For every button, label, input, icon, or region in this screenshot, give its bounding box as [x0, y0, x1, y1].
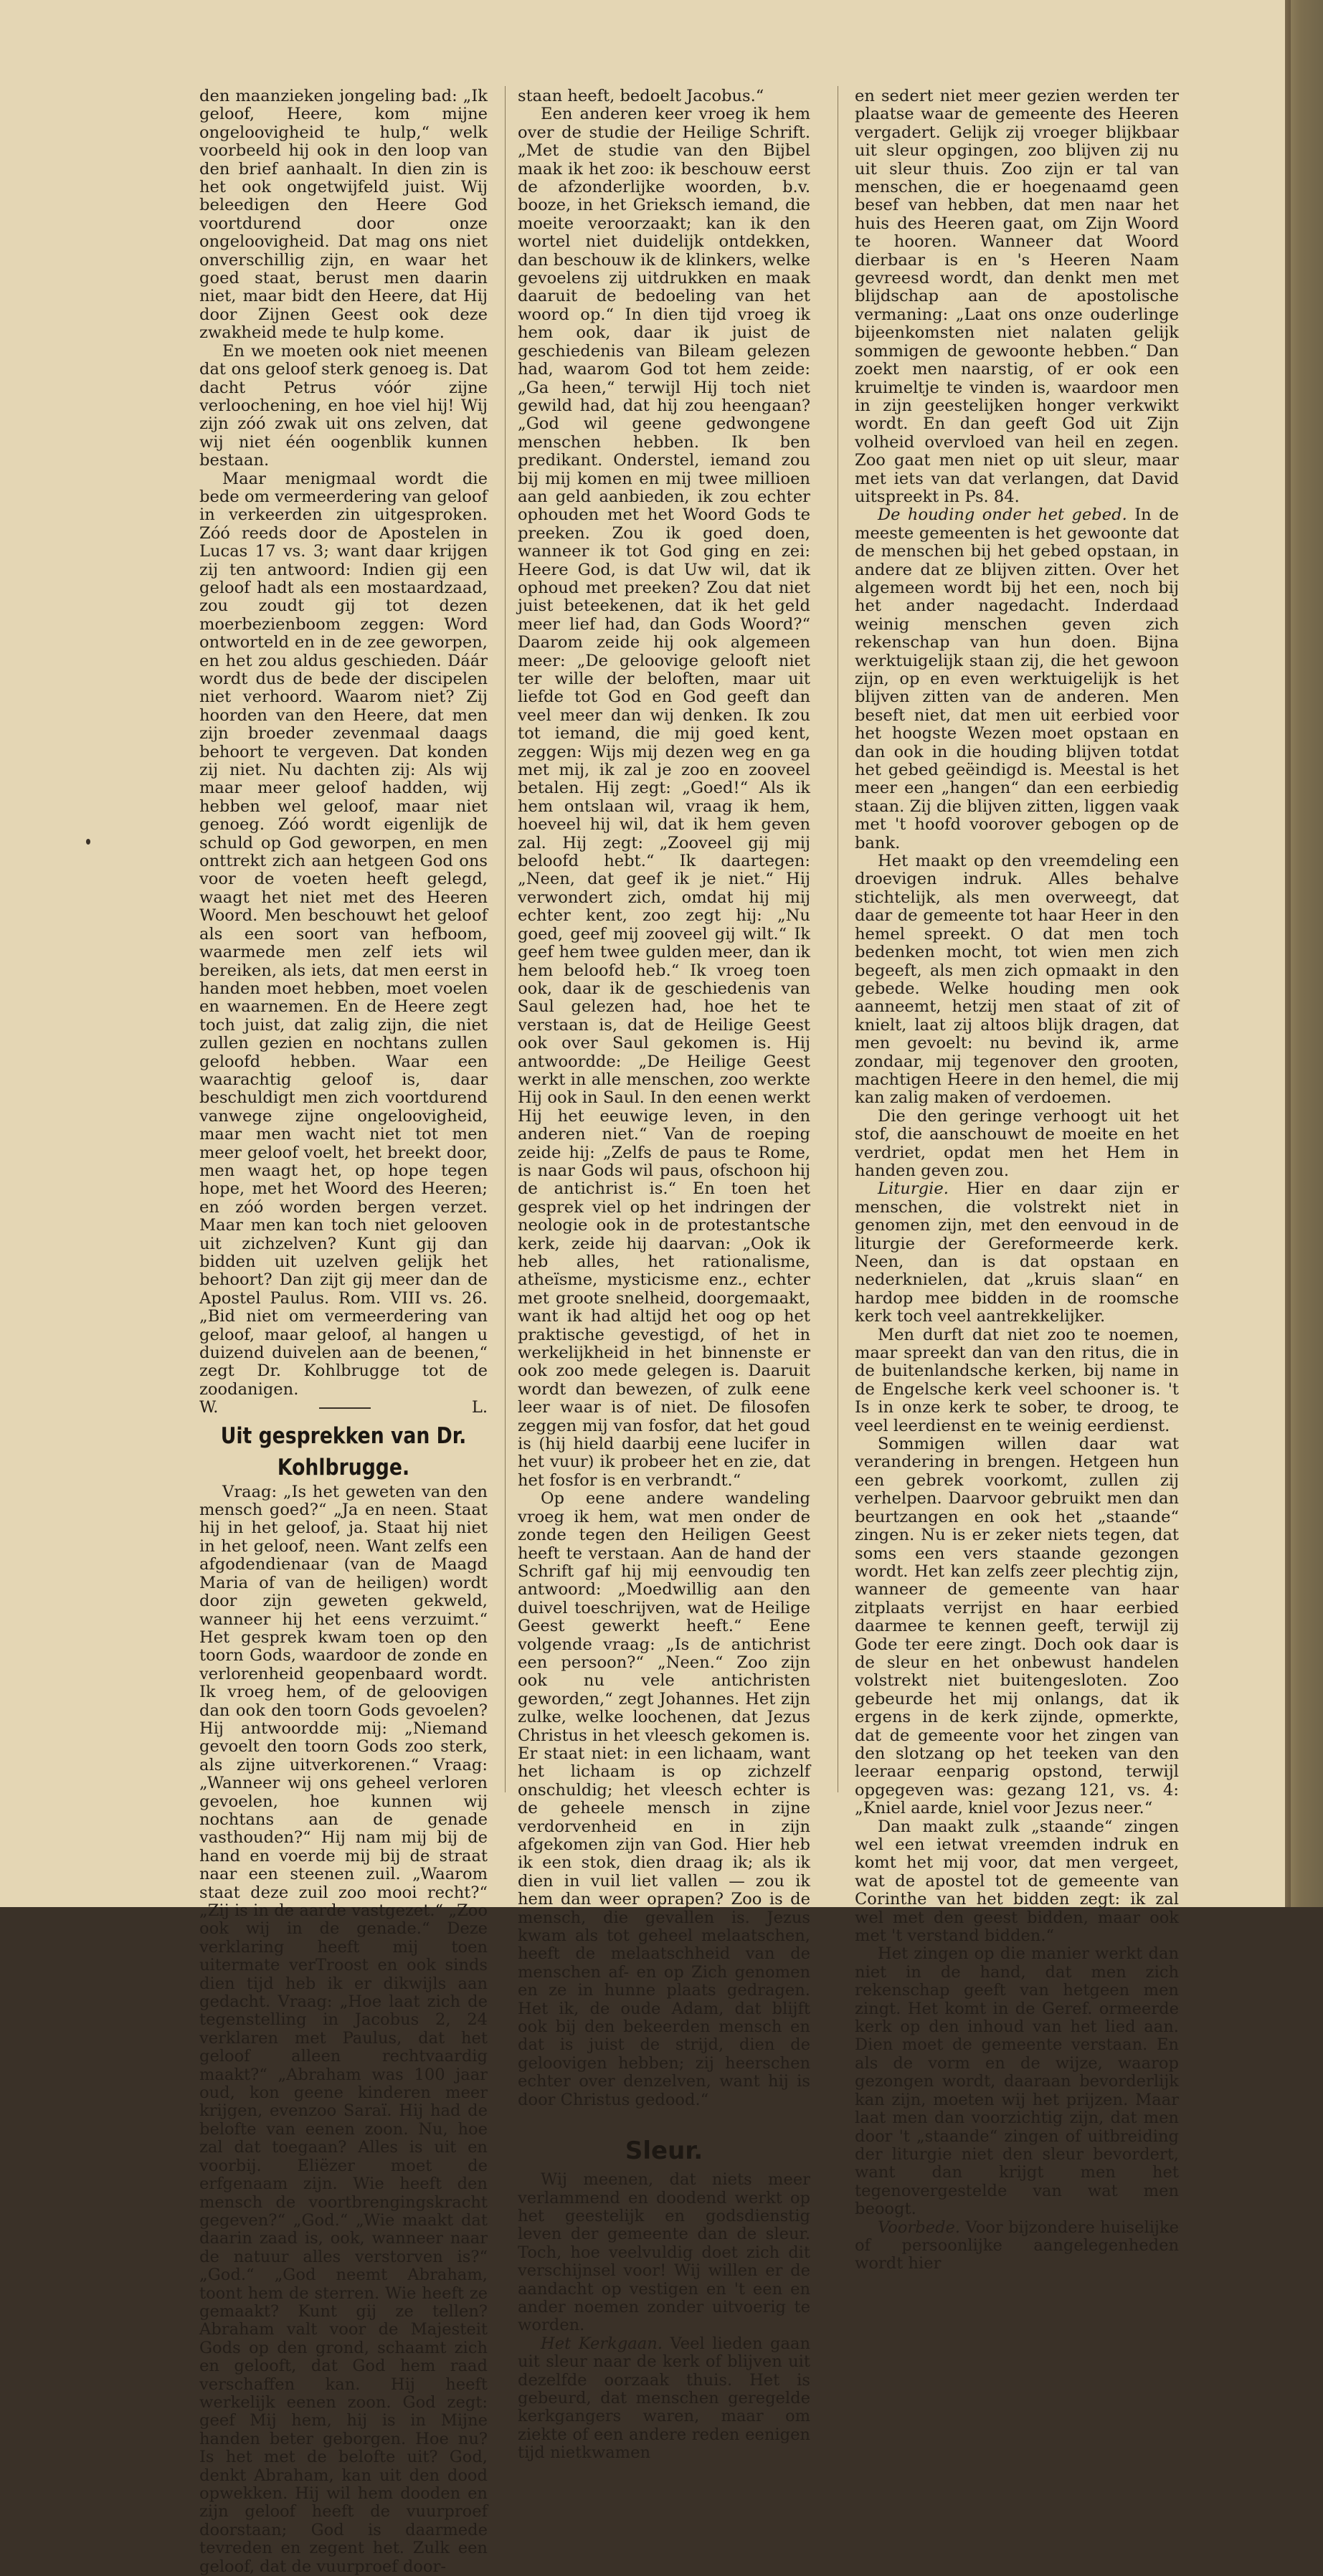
paragraph: [518, 2335, 810, 2463]
subheading-kerkgaan: Het Kerkgaan.: [541, 2334, 663, 2353]
paragraph: [855, 1180, 1179, 1326]
paragraph-text: Veel lieden gaan uit sleur naar de kerk of blijven uit dezelfde oorzaak thuis. Het is gebeurd, dat menschen geregelde kerkgangers waren, maar om ziekte of een andere reden eenigen tijd nietkwamen: [518, 2334, 811, 2463]
column-3: [855, 87, 1179, 2273]
paragraph: Vraag: „Is het geweten van den mensch goed?“ „Ja en neen. Staat hij in het geloof, ja. Staat hij niet in het geloof, neen. Want zelfs een afgodendienaar (van de Maagd Maria of van de heiligen) wordt door zijn geweten gekweld, wanneer hij het eens verzuimt.“ Het gesprek kwam toen op den toorn Gods, waardoor de zonde en verlorenheid geopenbaard wordt. Ik vroeg hem, of de geloovigen dan ook den toorn Gods gevoelen? Hij antwoordde mij: „Niemand gevoelt den toorn Gods zoo sterk, als zijne uitverkorenen.“ Vraag: „Wanneer wij ons geheel verloren gevoelen, hoe kunnen wij nochtans aan de genade vasthouden?“ Hij nam mij bij de hand en voerde mij bij de straat naar een steenen zuil. „Waarom staat deze zuil zoo mooi recht?“ „Zij is in de aarde vastgezet.“ „Zoo ook wij in de genade.“ Deze verklaring heeft mij toen uitermate verTroost en ook sinds dien tijd heb ik er dikwijls aan gedacht. Vraag: „Hoe laat zich de tegenstelling in Jacobus 2, 24 verklaren met Paulus, dat het geloof alleen rechtvaardig maakt?“ „Abraham was 100 jaar oud, kon geene kinderen meer krijgen, evenzoo Saraï. Hij had de belofte van eenen zoon. Nu, hoe zal dat toegaan? Alles is uit en voorbij. Eliëzer moet de erfgenaam zijn. Wie heeft den mensch de voortbrengingskracht gegeven?“ „God.“ „Wie maakt dat daarin zaad is, ook, wanneer naar de natuur alles verstorven is?“ „God.“ „God neemt Abraham, toont hem de sterren. Wie heeft ze gemaakt? Kunt gij ze tellen? Abraham valt voor de Majesteit Gods op den grond, schaamt zich en gelooft, dat God hem raad verschaffen kan. Hij heeft werkelijk eenen zoon. God zegt: geef Mij hem, hij is in Mijne handen beter geborgen. Hoe nu? Is het met de belofte uit? God, denkt Abraham, kan uit den dood opwekken. Hij wil hem dooden en zijn geloof heeft de vuurproef doorstaan; God is daarmede tevreden en zegent het. Zulk een geloof, dat de vuurproef door-: [199, 1482, 488, 2576]
paragraph-text: In de meeste gemeenten is het gewoonte dat de menschen bij het gebed opstaan, in andere dat ze blijven zitten. Over het algemeen wordt bij het een, noch bij het ander nagedacht. Inderdaad weinig menschen geven zich rekenschap van hun doen. Bijna werktuigelijk staan zij, die het gewoon zijn, op en even werktuigelijk is het blijven zitten van de anderen. Men beseft niet, dat men uit eerbied voor het hoogste Wezen moet opstaan en dan ook in die houding blijven totdat het gebed geëindigd is. Meestal is het meer een „hangen“ dan een eerbiedig staan. Zij die blijven zitten, liggen vaak met 't hoofd voorover gebogen op de bank.: [855, 505, 1179, 852]
divider: [319, 1407, 371, 1409]
paragraph: Op eene andere wandeling vroeg ik hem, wat men onder de zonde tegen den Heiligen Geest heeft te verstaan. Aan de hand der Schrift gaf hij mij eenvoudig ten antwoord: „Moedwillig aan den duivel toeschrijven, wat de Heilige Geest gewerkt heeft.“ Eene volgende vraag: „Is de antichrist een persoon?“ „Neen.“ Zoo zijn ook nu vele antichristen geworden,“ zegt Johannes. Het zijn zulke, welke loochenen, dat Jezus Christus in het vleesch gekomen is. Er staat niet: in een lichaam, want het lichaam is op zichzelf onschuldig; het vleesch echter is de geheele mensch in zijne verdorvenheid en in zijn afgekomen zijn van God. Hier heb ik een stok, dien draag ik; als ik dien in vuil liet vallen — zou ik hem dan weer oprapen? Zoo is de mensch, die gevallen is. Jezus kwam als tot geheel melaatschen, heeft de melaatschheid van de menschen af- en op Zich genomen en ze in hunne plaats gedragen. Het ik, de oude Adam, dat blijft ook bij den bekeerden mensch en dat is juist de strijd, dien de geloovigen hebben; zij heerschen echter over denzelven, want hij is door Christus gedood.“: [518, 1489, 810, 2109]
signature-left: W.: [199, 1398, 219, 1417]
adjacent-page-edge: [1291, 0, 1323, 1907]
paragraph: staan heeft, bedoelt Jacobus.“: [518, 87, 764, 105]
subheading-voorbede: Voorbede.: [878, 2218, 961, 2237]
paragraph-text: Hier en daar zijn er menschen, die volstrekt niet in genomen zijn, met den eenvoud in de liturgie der Gereformeerde kerk. Neen, dan is dat opstaan en nederknielen, dat „kruis slaan“ en hardop mee bidden in de roomsche kerk toch veel aantrekkelijker.: [855, 1179, 1179, 1326]
paragraph: Het zingen op die manier werkt dan niet in de hand, dat men zich rekenschap geeft van hetgeen men zingt. Het komt in de Geref. ormeerde kerk op den inhoud van het lied aan. Dien moet de gemeente verstaan. En als de vorm en de wijze, waarop gezongen wordt, daaraan bevorderlijk kan zijn, moeten wij het prijzen. Maar laat men dan voorzichtig zijn, dat men door 't „staande“ zingen of uitbreiding der liturgie niet den sleur bevordert, want dan krijgt men het tegenovergestelde van wat men beoogt.: [855, 1944, 1179, 2219]
paragraph: [855, 2219, 1179, 2273]
print-speck: [86, 839, 90, 845]
paragraph: Men durft dat niet zoo te noemen, maar spreekt dan van den ritus, die in de buitenlandsche kerken, bij name in de Engelsche kerk veel schooner is. 't Is in onze kerk te sober, te droog, te veel leerdienst en te weinig eerdienst.: [855, 1325, 1179, 1435]
paragraph: Wij meenen, dat niets meer verlammend en doodend werkt op het geestelijk en godsdienstig leven der gemeente dan de sleur. Toch, hoe veelvuldig doet zich dit verschijnsel voor! Wij willen er de aandacht op vestigen en 't een en ander noemen zonder uitvoerig te worden.: [518, 2170, 810, 2335]
column-2: [518, 87, 810, 2463]
paragraph: Sommigen willen daar wat verandering in brengen. Hetgeen hun een gebrek voorkomt, zullen zij verhelpen. Daarvoor gebruikt men dan beurtzangen en ook het „staande“ zingen. Nu is er zeker niets tegen, dat soms een vers staande gezongen wordt. Het kan zelfs zeer plechtig zijn, wanneer de gemeente van haar zitplaats verrijst en haar eerbied daarmee te kennen geeft, terwijl zij Gode ter eere zingt. Doch ook daar is de sleur en het onbewust handelen volstrekt niet buitengesloten. Zoo gebeurde het mij onlangs, dat ik ergens in de kerk zijnde, opmerkte, dat de gemeente voor het zingen van den slotzang op het teeken van den leeraar eenparig opstond, terwijl opgegeven was: gezang 121, vs. 4: „Kniel aarde, kniel voor Jezus neer.“: [855, 1435, 1179, 1818]
paragraph: en sedert niet meer gezien werden ter plaatse waar de gemeente des Heeren vergadert. Gelijk zij vroeger blijkbaar uit sleur opgingen, zoo blijven zij nu uit sleur thuis. Zoo zijn er tal van menschen, die er hoegenaamd geen besef van hebben, dat men naar het huis des Heeren gaat, om Zijn Woord te hooren. Wanneer dat Woord dierbaar is en 's Heeren Naam gevreesd wordt, dan denkt men met blijdschap aan de apostolische vermaning: „Laat ons onze ouderlinge bijeenkomsten niet nalaten gelijk sommigen de gewoonte hebben.“ Dan zoekt men naarstig, of er ook een kruimeltje te vinden is, waardoor men in zijn geestelijken honger verkwikt wordt. En dan geeft God uit Zijn volheid overvloed van heil en zegen. Zoo gaat men niet op uit sleur, maar met iets van dat verlangen, dat David uitspreekt in Ps. 84.: [855, 87, 1179, 506]
paragraph: Het maakt op den vreemdeling een droevigen indruk. Alles behalve stichtelijk, als men overweegt, dat daar de gemeente tot haar Heer in den hemel spreekt. O dat men toch bedenken mocht, tot wien men zich begeeft, als men zich opmaakt in den gebede. Welke houding men ook aanneemt, hetzij men staat of zit of knielt, laat zij altoos blijk dragen, dat men gevoelt: nu bevind ik, arme zondaar, mij tegenover den grooten, machtigen Heere in den hemel, die mij kan zalig maken of verdoemen.: [855, 852, 1179, 1108]
divider: [617, 2116, 711, 2118]
paragraph: den maanzieken jongeling bad: „Ik geloof, Heere, kom mijne ongeloovigheid te hulp,“ welk voorbeeld hij ook in den loop van den brief aanhaalt. In dien zin is het ook ongetwijfeld juist. Wij beleedigen den Heere God voortdurend door onze ongeloovigheid. Dat mag ons niet onverschillig zijn, en waar het goed staat, berust men daarin niet, maar bidt den Heere, dat Hij door Zijnen Geest ook deze zwakheid mede te hulp kome.: [199, 87, 488, 343]
article-title-sleur: Sleur.: [625, 2137, 703, 2166]
signature: [199, 1399, 488, 1417]
signature-right: L.: [471, 1398, 488, 1417]
paragraph: Die den geringe verhoogt uit het stof, die aanschouwt de moeite en het verdriet, opdat men het Hem in handen geven zou.: [855, 1106, 1179, 1180]
paragraph: En we moeten ook niet meenen dat ons geloof sterk genoeg is. Dat dacht Petrus vóór zijne verloochening, en hoe viel hij! Wij zijn zóó zwak uit ons zelven, dat wij niet één oogenblik kunnen bestaan.: [199, 341, 488, 470]
paragraph-text: Voor bijzondere huiselijke of persoonlijke aangelegenheden wordt hier: [855, 2218, 1179, 2273]
column-divider: [505, 86, 506, 1792]
paragraph: Dan maakt zulk „staande“ zingen wel een ietwat vreemden indruk en komt het mij voor, dat men vergeet, wat de apostel tot de gemeente van Corinthe van het bidden zegt: ik zal wel met den geest bidden, maar ook met 't verstand bidden.“: [855, 1817, 1179, 1946]
subheading-liturgie: Liturgie.: [878, 1179, 949, 1199]
subheading-houding: De houding onder het gebed.: [878, 505, 1127, 525]
column-1: [199, 87, 488, 2576]
paragraph: Een anderen keer vroeg ik hem over de studie der Heilige Schrift. „Met de studie van den Bijbel maak ik het zoo: ik beschouw eerst de afzonderlijke woorden, b.v. booze, in het Grieksch iemand, die moeite veroorzaakt; kan ik den wortel niet duidelijk ontdekken, dan beschouw ik de klinkers, welke gevoelens zij uitdrukken en maak daaruit de bedoeling van het woord op.“ In dien tijd vroeg ik hem ook, daar ik juist de geschiedenis van Bileam gelezen had, waarom God tot hem zeide: „Ga heen,“ terwijl Hij toch niet gewild had, dat hij zou heengaan? „God wil geene gedwongene menschen hebben. Ik ben predikant. Onderstel, iemand zou bij mij komen en mij twee millioen aan geld aanbieden, ik zou echter ophouden met het Woord Gods te preeken. Zou ik goed doen, wanneer ik tot God ging en zei: Heere God, is dat Uw wil, dat ik ophoud met preeken? Zou dat niet juist beteekenen, dat ik het geld meer lief had, dan Gods Woord?“ Daarom zeide hij ook algemeen meer: „De geloovige gelooft niet ter wille der beloften, maar uit liefde tot God en God geeft dan veel meer dan wij denken. Ik zou tot iemand, die mij goed kent, zeggen: Wijs mij dezen weg en ga met mij, ik zal je zoo en zooveel betalen. Hij zegt: „Goed!“ Als ik hem ontslaan wil, vraag ik hem, hoeveel hij wil, dat ik hem geven zal. Hij zegt: „Zooveel gij mij beloofd hebt.“ Ik daartegen: „Neen, dat geef ik je niet.“ Hij verwondert zich, omdat hij mij echter kent, zoo zegt hij: „Nu goed, geef mij zooveel gij wilt.“ Ik geef hem twee gulden meer, dan ik hem beloofd heb.“ Ik vroeg toen ook, daar ik de geschiedenis van Saul gelezen had, hoe het te verstaan is, dat de Heilige Geest ook over Saul gekomen is. Hij antwoordde: „De Heilige Geest werkt in alle menschen, zoo werkte Hij ook in Saul. In den eenen werkt Hij het eeuwige leven, in den anderen niet.“ Van de roeping zeide hij: „Zelfs de paus te Rome, is naar Gods wil paus, ofschoon hij de antichrist is.“ En toen het gesprek viel op het indringen der neologie ook in de protestantsche kerk, zeide hij daarvan: „Ook ik heb alles, het rationalisme, atheïsme, mysticisme enz., echter met groote snelheid, doorgemaakt, want ik had altijd het oog op het praktische gevestigd, of het in werkelijkheid in het binnenste er ook zoo mede gelegen is. Daaruit wordt dan bewezen, of zulk eene leer waar is of niet. De filosofen zeggen mij van fosfor, dat het goud is (hij hield daarbij eene lucifer in het vuur) ik probeer het en zie, dat het fosfor is en verbrandt.“: [518, 105, 810, 1490]
article-title-gesprekken: Uit gesprekken van Dr. Kohlbrugge.: [220, 1422, 467, 1481]
paragraph: Maar menigmaal wordt die bede om vermeerdering van geloof in verkeerden zin uitgesproken. Zóó reeds door de Apostelen in Lucas 17 vs. 3; want daar krijgen zij ten antwoord: Indien gij een geloof hadt als een mostaardzaad, zou zoudt gij tot dezen moerbezienboom zeggen: Word ontworteld en in de zee geworpen, en het zou aldus geschieden. Dáár wordt dus de bede der discipelen niet verhoord. Waarom niet? Zij hoorden van den Heere, dat men zijn broeder zevenmaal daags behoort te vergeven. Dat konden zij niet. Nu dachten zij: Als wij maar meer geloof hadden, wij hebben wel geloof, maar niet genoeg. Zóó wordt eigenlijk de schuld op God geworpen, en men onttrekt zich aan hetgeen God ons voor de voeten heeft gelegd, waagt het niet met des Heeren Woord. Men beschouwt het geloof als een soort van hefboom, waarmede men zelf iets wil bereiken, als iets, dat men eerst in handen moet hebben, moet voelen en waarnemen. En de Heere zegt toch juist, dat zalig zijn, die niet zullen gezien en nochtans zullen geloofd hebben. Waar een waarachtig geloof is, daar beschuldigt men zich voortdurend vanwege zijne ongeloovigheid, maar men wacht niet tot men meer geloof voelt, het breekt door, men waagt het, op hope tegen hope, met het Woord des Heeren; en zóó worden bergen verzet. Maar men kan toch niet gelooven uit zichzelven? Kunt gij dan bidden uit uzelven gelijk het behoort? Dan zijt gij meer dan de Apostel Paulus. Rom. VIII vs. 26. „Bid niet om vermeerdering van geloof, maar geloof, al hangen u duizend duivelen aan de beenen,“ zegt Dr. Kohlbrugge tot de zoodanigen.: [199, 469, 488, 1399]
paragraph: [855, 506, 1179, 852]
